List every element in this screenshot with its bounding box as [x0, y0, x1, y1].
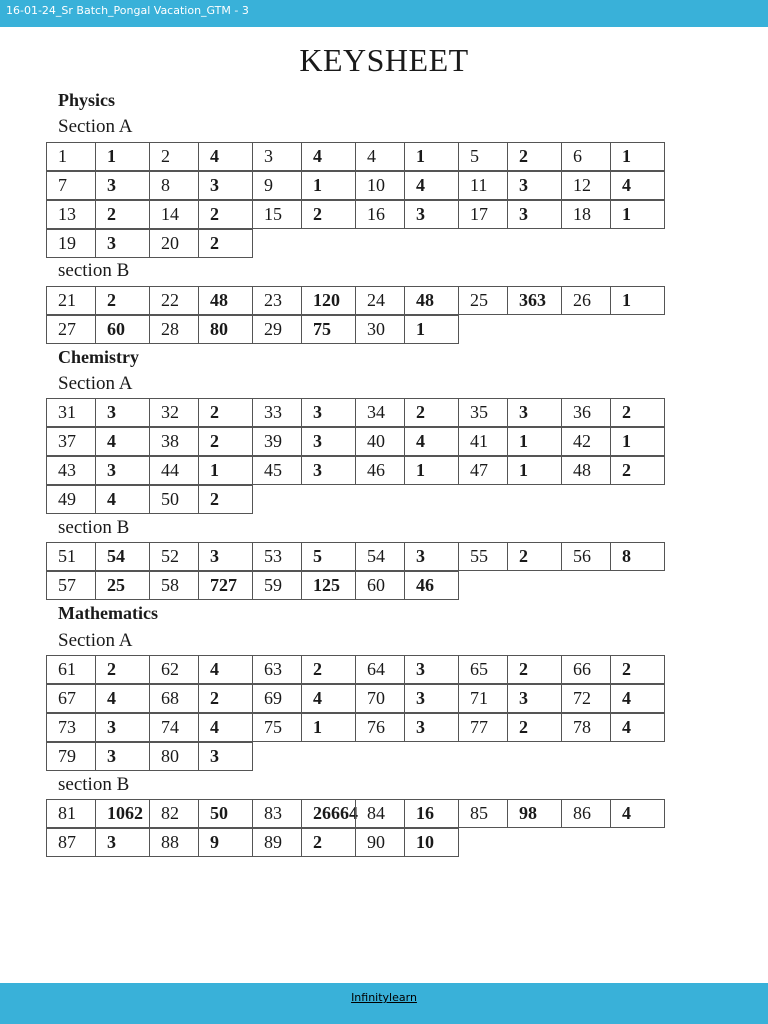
question-number: 37: [46, 427, 96, 456]
answer-key: 1: [95, 142, 150, 171]
answer-key: 98: [507, 799, 562, 828]
answer-key: 2: [198, 398, 253, 427]
question-number: 28: [149, 315, 199, 344]
answer-key: 727: [198, 571, 253, 600]
question-number: 83: [252, 799, 302, 828]
answer-key: 3: [404, 713, 459, 742]
question-number: 79: [46, 742, 96, 771]
answer-key: 4: [95, 684, 150, 713]
question-number: 64: [355, 655, 405, 684]
answer-key: 10: [404, 828, 459, 857]
section-label: section B: [58, 517, 130, 538]
section-label: Section A: [58, 630, 133, 651]
answer-key: 1: [507, 427, 562, 456]
question-number: 71: [458, 684, 508, 713]
answer-key: 4: [301, 142, 356, 171]
question-number: 39: [252, 427, 302, 456]
answer-key: 75: [301, 315, 356, 344]
question-number: 30: [355, 315, 405, 344]
answer-key: 4: [610, 171, 665, 200]
question-number: 36: [561, 398, 611, 427]
answer-key: 1: [404, 315, 459, 344]
answer-key: 4: [95, 427, 150, 456]
answer-key: 4: [198, 142, 253, 171]
answer-key: 25: [95, 571, 150, 600]
answer-key: 2: [198, 427, 253, 456]
answer-key: 2: [507, 655, 562, 684]
question-number: 25: [458, 286, 508, 315]
answer-key: 1: [610, 200, 665, 229]
section-label: Section A: [58, 373, 133, 394]
question-number: 67: [46, 684, 96, 713]
answer-key: 48: [198, 286, 253, 315]
question-number: 58: [149, 571, 199, 600]
answer-key: 54: [95, 542, 150, 571]
question-number: 78: [561, 713, 611, 742]
question-number: 53: [252, 542, 302, 571]
question-number: 76: [355, 713, 405, 742]
answer-row: [46, 742, 253, 771]
question-number: 48: [561, 456, 611, 485]
answer-key: 4: [301, 684, 356, 713]
question-number: 19: [46, 229, 96, 258]
question-number: 69: [252, 684, 302, 713]
answer-key: 16: [404, 799, 459, 828]
question-number: 11: [458, 171, 508, 200]
answer-row: [46, 655, 665, 684]
answer-key: 3: [95, 171, 150, 200]
answer-row: [46, 286, 665, 315]
answer-key: 2: [610, 655, 665, 684]
answer-key: 48: [404, 286, 459, 315]
answer-row: [46, 684, 665, 713]
question-number: 88: [149, 828, 199, 857]
page-title: KEYSHEET: [299, 42, 469, 78]
answer-key: 8: [610, 542, 665, 571]
question-number: 3: [252, 142, 302, 171]
section-label: Section A: [58, 116, 133, 137]
question-number: 18: [561, 200, 611, 229]
question-number: 31: [46, 398, 96, 427]
question-number: 5: [458, 142, 508, 171]
question-number: 24: [355, 286, 405, 315]
question-number: 57: [46, 571, 96, 600]
question-number: 22: [149, 286, 199, 315]
answer-key: 80: [198, 315, 253, 344]
answer-key: 1: [404, 142, 459, 171]
question-number: 90: [355, 828, 405, 857]
answer-key: 3: [404, 542, 459, 571]
answer-key: 2: [95, 286, 150, 315]
answer-key: 2: [198, 684, 253, 713]
answer-key: 4: [610, 713, 665, 742]
answer-key: 2: [198, 485, 253, 514]
question-number: 23: [252, 286, 302, 315]
answer-row: [46, 542, 665, 571]
question-number: 16: [355, 200, 405, 229]
answer-key: 2: [95, 200, 150, 229]
question-number: 21: [46, 286, 96, 315]
footer-bar: [0, 983, 768, 1024]
question-number: 44: [149, 456, 199, 485]
answer-key: 4: [610, 684, 665, 713]
answer-key: 2: [301, 655, 356, 684]
answer-key: 2: [95, 655, 150, 684]
answer-key: 3: [95, 456, 150, 485]
answer-row: [46, 171, 665, 200]
question-number: 38: [149, 427, 199, 456]
answer-key: 3: [404, 684, 459, 713]
question-number: 87: [46, 828, 96, 857]
section-label: section B: [58, 774, 130, 795]
question-number: 81: [46, 799, 96, 828]
answer-row: [46, 799, 665, 828]
question-number: 29: [252, 315, 302, 344]
answer-key: 3: [198, 742, 253, 771]
answer-key: 50: [198, 799, 253, 828]
answer-key: 3: [507, 398, 562, 427]
answer-key: 4: [404, 171, 459, 200]
question-number: 52: [149, 542, 199, 571]
question-number: 84: [355, 799, 405, 828]
question-number: 4: [355, 142, 405, 171]
answer-key: 1: [301, 713, 356, 742]
question-number: 26: [561, 286, 611, 315]
answer-key: 4: [404, 427, 459, 456]
question-number: 1: [46, 142, 96, 171]
question-number: 50: [149, 485, 199, 514]
answer-key: 120: [301, 286, 356, 315]
answer-row: [46, 200, 665, 229]
question-number: 77: [458, 713, 508, 742]
question-number: 42: [561, 427, 611, 456]
answer-row: [46, 828, 459, 857]
answer-key: 3: [95, 713, 150, 742]
answer-key: 4: [610, 799, 665, 828]
question-number: 86: [561, 799, 611, 828]
question-number: 32: [149, 398, 199, 427]
question-number: 20: [149, 229, 199, 258]
answer-key: 46: [404, 571, 459, 600]
answer-key: 2: [301, 200, 356, 229]
question-number: 33: [252, 398, 302, 427]
answer-key: 3: [507, 200, 562, 229]
question-number: 68: [149, 684, 199, 713]
answer-row: [46, 571, 459, 600]
question-number: 63: [252, 655, 302, 684]
infinitylearn-link[interactable]: Infinitylearn: [351, 991, 417, 1004]
question-number: 45: [252, 456, 302, 485]
answer-row: [46, 427, 665, 456]
answer-key: 60: [95, 315, 150, 344]
answer-key: 5: [301, 542, 356, 571]
subject-heading: Mathematics: [58, 603, 158, 623]
question-number: 7: [46, 171, 96, 200]
answer-key: 3: [301, 456, 356, 485]
answer-key: 1: [610, 286, 665, 315]
question-number: 15: [252, 200, 302, 229]
answer-key: 2: [198, 200, 253, 229]
question-number: 9: [252, 171, 302, 200]
question-number: 75: [252, 713, 302, 742]
answer-key: 1: [610, 142, 665, 171]
question-number: 40: [355, 427, 405, 456]
subject-heading: Physics: [58, 90, 116, 110]
question-number: 51: [46, 542, 96, 571]
answer-row: [46, 142, 665, 171]
answer-key: 4: [95, 485, 150, 514]
question-number: 35: [458, 398, 508, 427]
answer-row: [46, 485, 253, 514]
question-number: 14: [149, 200, 199, 229]
question-number: 8: [149, 171, 199, 200]
question-number: 61: [46, 655, 96, 684]
answer-key: 2: [301, 828, 356, 857]
question-number: 80: [149, 742, 199, 771]
question-number: 73: [46, 713, 96, 742]
answer-key: 9: [198, 828, 253, 857]
answer-key: 2: [507, 713, 562, 742]
answer-key: 125: [301, 571, 356, 600]
answer-key: 2: [610, 398, 665, 427]
answer-key: 2: [507, 542, 562, 571]
question-number: 60: [355, 571, 405, 600]
question-number: 12: [561, 171, 611, 200]
answer-key: 3: [507, 171, 562, 200]
answer-key: 1: [198, 456, 253, 485]
question-number: 47: [458, 456, 508, 485]
answer-key: 1: [507, 456, 562, 485]
answer-key: 3: [95, 229, 150, 258]
answer-key: 3: [301, 427, 356, 456]
answer-row: [46, 456, 665, 485]
answer-key: 2: [610, 456, 665, 485]
answer-key: 2: [198, 229, 253, 258]
answer-key: 3: [404, 655, 459, 684]
answer-key: 3: [301, 398, 356, 427]
question-number: 59: [252, 571, 302, 600]
question-number: 10: [355, 171, 405, 200]
answer-key: 3: [404, 200, 459, 229]
question-number: 62: [149, 655, 199, 684]
answer-key: 3: [95, 828, 150, 857]
question-number: 49: [46, 485, 96, 514]
question-number: 54: [355, 542, 405, 571]
answer-key: 2: [507, 142, 562, 171]
question-number: 74: [149, 713, 199, 742]
answer-key: 3: [95, 742, 150, 771]
answer-key: 3: [507, 684, 562, 713]
subject-heading: Chemistry: [58, 347, 139, 367]
answer-key: 3: [198, 542, 253, 571]
answer-row: [46, 398, 665, 427]
answer-key: 2: [404, 398, 459, 427]
answer-key: 4: [198, 713, 253, 742]
question-number: 55: [458, 542, 508, 571]
question-number: 41: [458, 427, 508, 456]
question-number: 70: [355, 684, 405, 713]
question-number: 13: [46, 200, 96, 229]
question-number: 82: [149, 799, 199, 828]
question-number: 46: [355, 456, 405, 485]
section-label: section B: [58, 260, 130, 281]
question-number: 89: [252, 828, 302, 857]
answer-key: 4: [198, 655, 253, 684]
question-number: 6: [561, 142, 611, 171]
answer-key: 1: [404, 456, 459, 485]
question-number: 17: [458, 200, 508, 229]
question-number: 34: [355, 398, 405, 427]
answer-key: 1: [301, 171, 356, 200]
answer-row: [46, 315, 459, 344]
answer-key: 3: [95, 398, 150, 427]
question-number: 72: [561, 684, 611, 713]
document-title-bar: [0, 0, 768, 27]
answer-key: 26664: [301, 799, 356, 828]
question-number: 27: [46, 315, 96, 344]
answer-key: 363: [507, 286, 562, 315]
answer-key: 1062: [95, 799, 150, 828]
answer-row: [46, 713, 665, 742]
question-number: 56: [561, 542, 611, 571]
question-number: 65: [458, 655, 508, 684]
answer-key: 3: [198, 171, 253, 200]
answer-key: 1: [610, 427, 665, 456]
document-title: 16-01-24_Sr Batch_Pongal Vacation_GTM - 3: [6, 4, 249, 17]
question-number: 2: [149, 142, 199, 171]
answer-row: [46, 229, 253, 258]
question-number: 85: [458, 799, 508, 828]
question-number: 43: [46, 456, 96, 485]
question-number: 66: [561, 655, 611, 684]
